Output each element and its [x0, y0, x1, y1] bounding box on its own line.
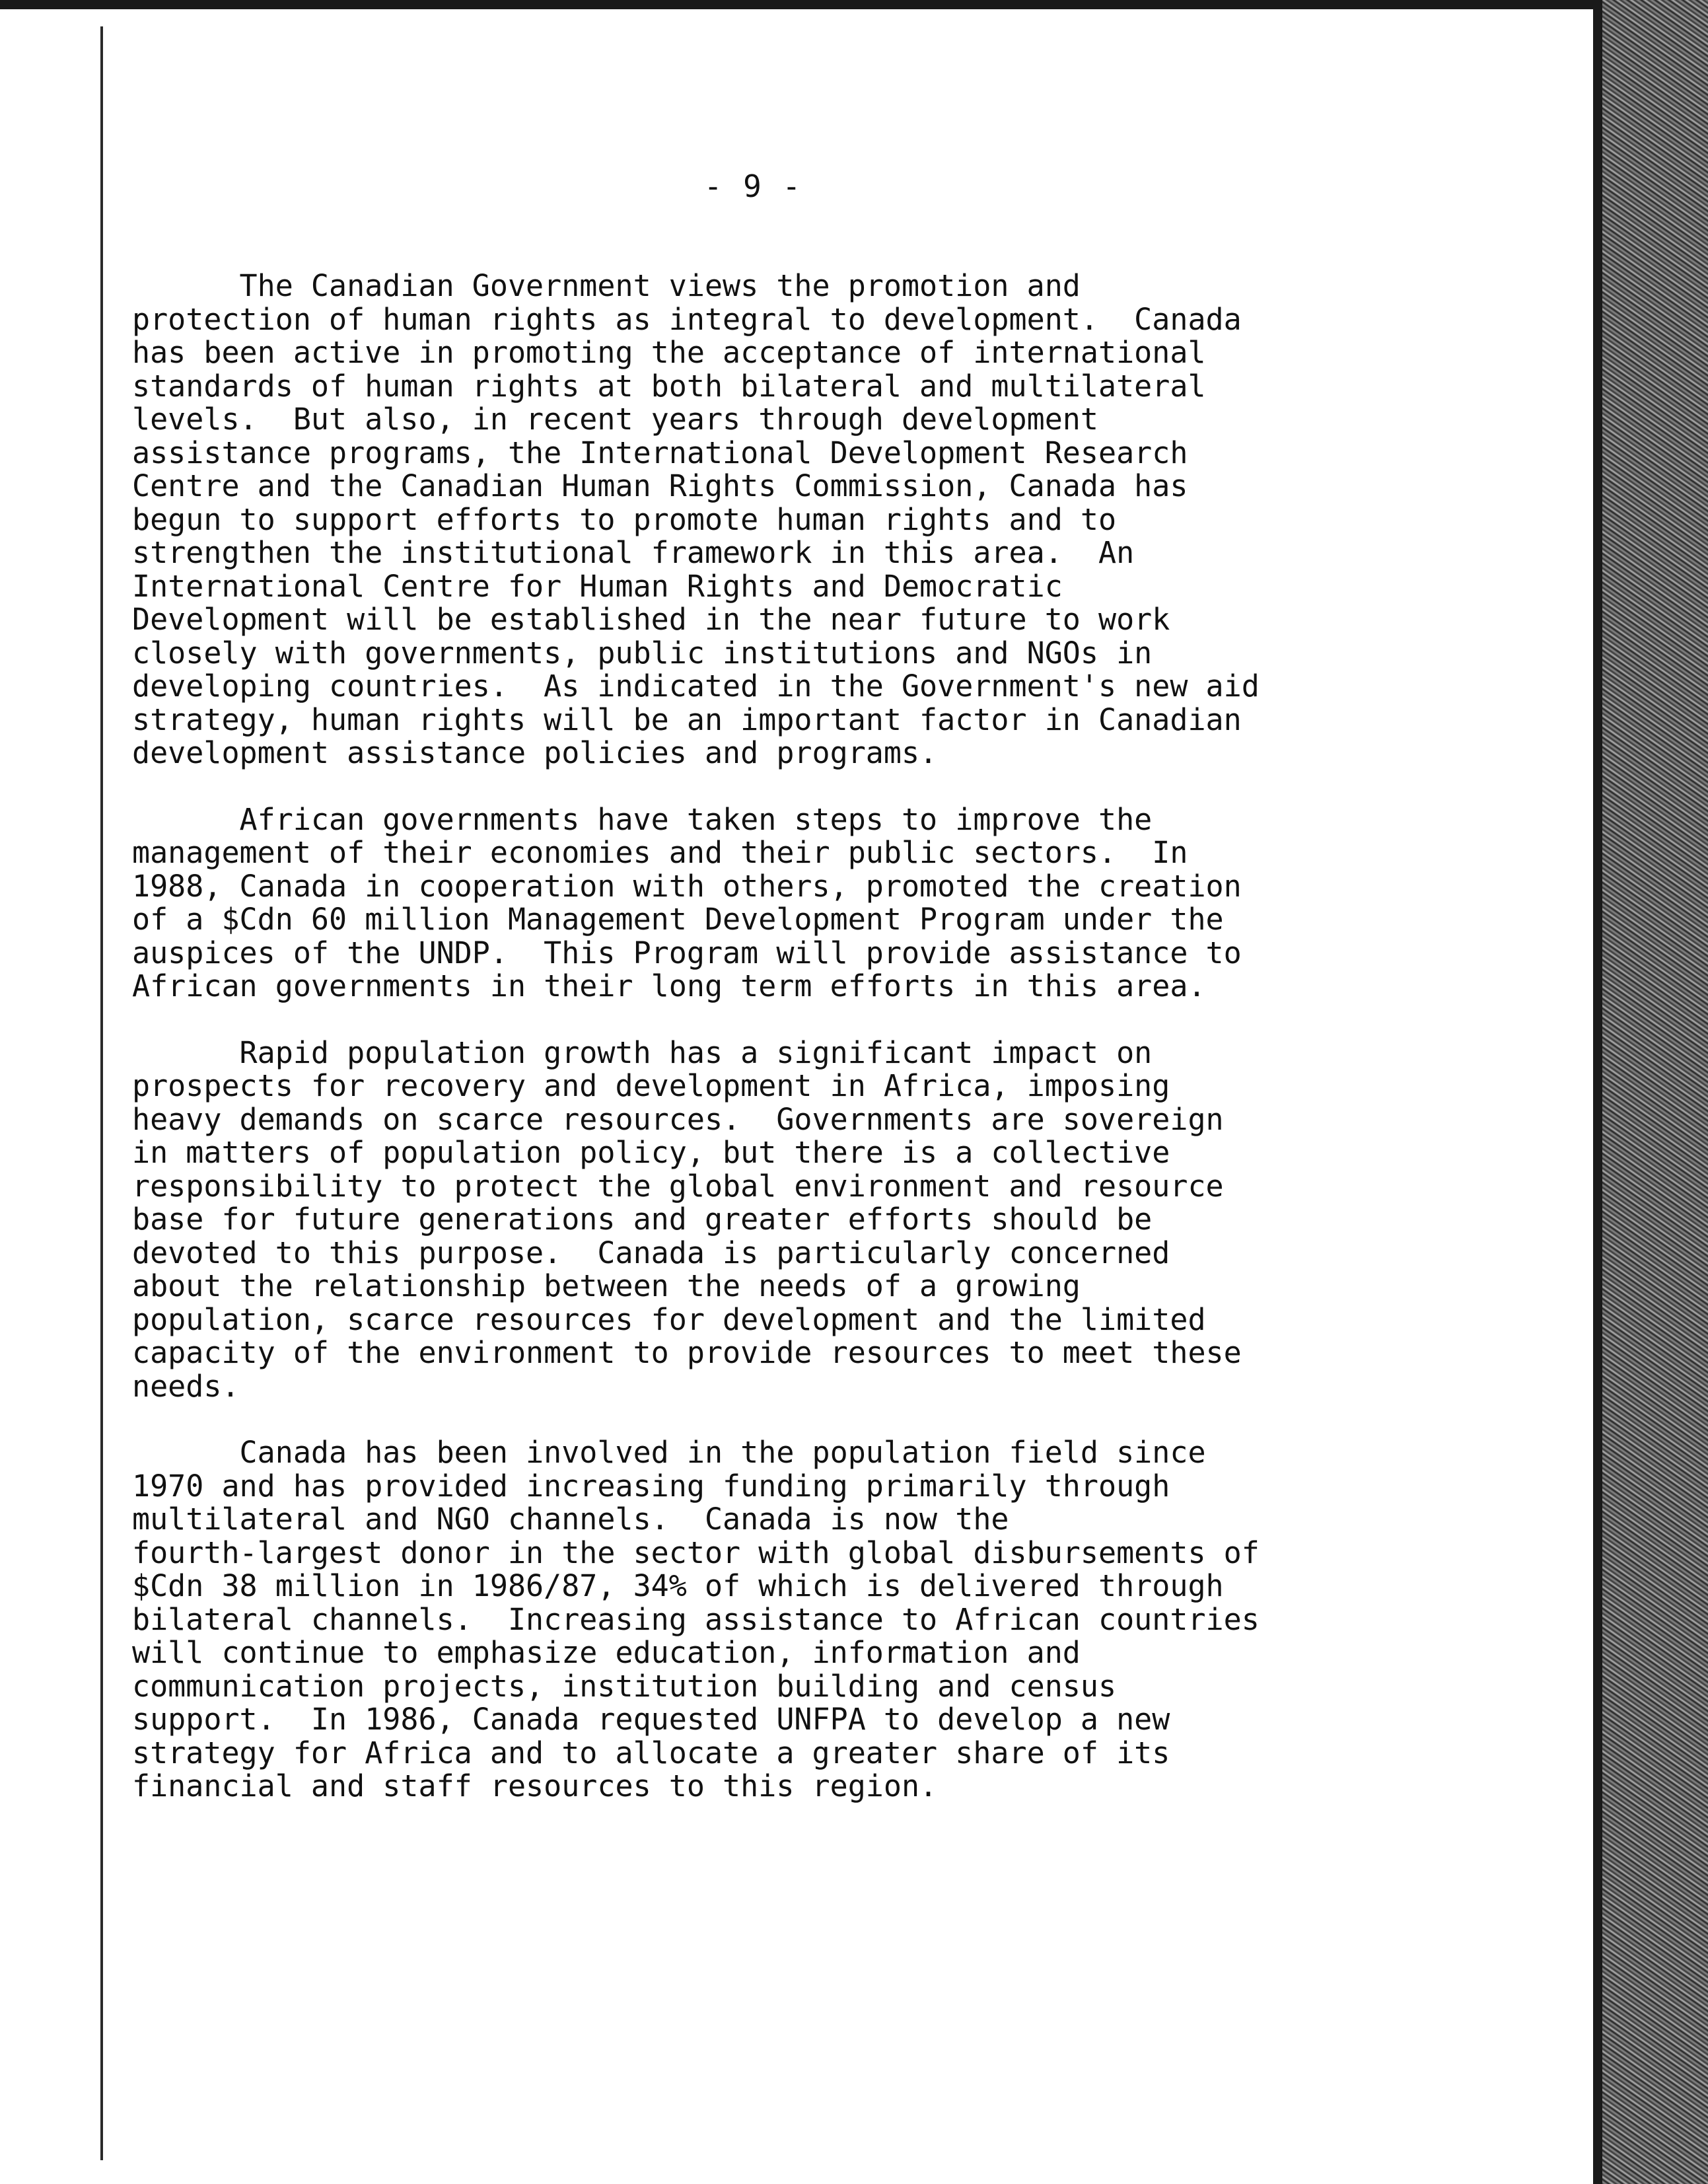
text-line: capacity of the environment to provide resources to meet these [132, 1335, 1242, 1370]
scan-edge-shadow [1593, 0, 1602, 2184]
text-line: $Cdn 38 million in 1986/87, 34% of which is delivered through [132, 1568, 1224, 1603]
text-line: management of their economies and their public sectors. In [132, 835, 1188, 870]
text-line: bilateral channels. Increasing assistance to African countries [132, 1601, 1260, 1637]
scan-right-edge [1602, 0, 1708, 2184]
paragraph-population-funding [132, 1436, 1453, 1803]
text-line: Development will be established in the near future to work [132, 602, 1170, 637]
document-body [132, 270, 1453, 1837]
text-line: base for future generations and greater efforts should be [132, 1202, 1153, 1237]
text-line: African governments have taken steps to improve the [132, 801, 1153, 837]
text-line: Centre and the Canadian Human Rights Commission, Canada has [132, 468, 1188, 503]
paragraph-population-growth [132, 1037, 1453, 1404]
text-line: strategy for Africa and to allocate a greater share of its [132, 1735, 1170, 1770]
scan-top-border [0, 0, 1612, 9]
text-line: assistance programs, the International Development Research [132, 435, 1188, 470]
text-line: development assistance policies and programs. [132, 735, 938, 770]
text-line: standards of human rights at both bilateral and multilateral [132, 368, 1206, 404]
paragraph-management [132, 803, 1453, 1003]
text-line: communication projects, institution building and census [132, 1668, 1117, 1704]
text-line: levels. But also, in recent years through development [132, 402, 1098, 437]
text-line: strategy, human rights will be an important factor in Canadian [132, 702, 1242, 737]
text-line: population, scarce resources for development and the limited [132, 1301, 1206, 1337]
text-line: strengthen the institutional framework in this area. An [132, 535, 1135, 570]
text-line: International Centre for Human Rights and Democratic [132, 568, 1063, 604]
text-line: Rapid population growth has a significant impact on [132, 1035, 1153, 1070]
text-line: of a $Cdn 60 million Management Development Program under the [132, 902, 1224, 937]
text-line: fourth-largest donor in the sector with global disbursements of [132, 1535, 1260, 1570]
text-line: prospects for recovery and development in Africa, imposing [132, 1068, 1170, 1103]
scan-left-margin-line [100, 26, 103, 2160]
text-line: developing countries. As indicated in the Government's new aid [132, 669, 1260, 704]
text-line: closely with governments, public institutions and NGOs in [132, 635, 1153, 671]
page-number: - 9 - [703, 168, 802, 204]
text-line: has been active in promoting the acceptance of international [132, 335, 1206, 370]
text-line: devoted to this purpose. Canada is particularly concerned [132, 1235, 1170, 1270]
text-line: financial and staff resources to this region. [132, 1768, 938, 1803]
text-line: protection of human rights as integral to development. Canada [132, 301, 1242, 337]
text-line: multilateral and NGO channels. Canada is now the [132, 1502, 1009, 1537]
text-line: in matters of population policy, but there is a collective [132, 1135, 1170, 1170]
text-line: begun to support efforts to promote human rights and to [132, 501, 1117, 537]
text-line: needs. [132, 1368, 240, 1404]
text-line: responsibility to protect the global environment and resource [132, 1168, 1224, 1204]
text-line: African governments in their long term efforts in this area. [132, 968, 1206, 1003]
text-line: 1970 and has provided increasing funding primarily through [132, 1468, 1170, 1504]
text-line: auspices of the UNDP. This Program will provide assistance to [132, 935, 1242, 970]
text-line: The Canadian Government views the promotion and [132, 268, 1081, 303]
text-line: heavy demands on scarce resources. Governments are sovereign [132, 1101, 1224, 1137]
text-line: support. In 1986, Canada requested UNFPA to develop a new [132, 1702, 1170, 1737]
text-line: about the relationship between the needs of a growing [132, 1268, 1081, 1303]
text-line: Canada has been involved in the population field since [132, 1435, 1206, 1470]
text-line: 1988, Canada in cooperation with others, promoted the creation [132, 868, 1242, 904]
paragraph-human-rights [132, 270, 1453, 770]
text-line: will continue to emphasize education, information and [132, 1635, 1081, 1670]
